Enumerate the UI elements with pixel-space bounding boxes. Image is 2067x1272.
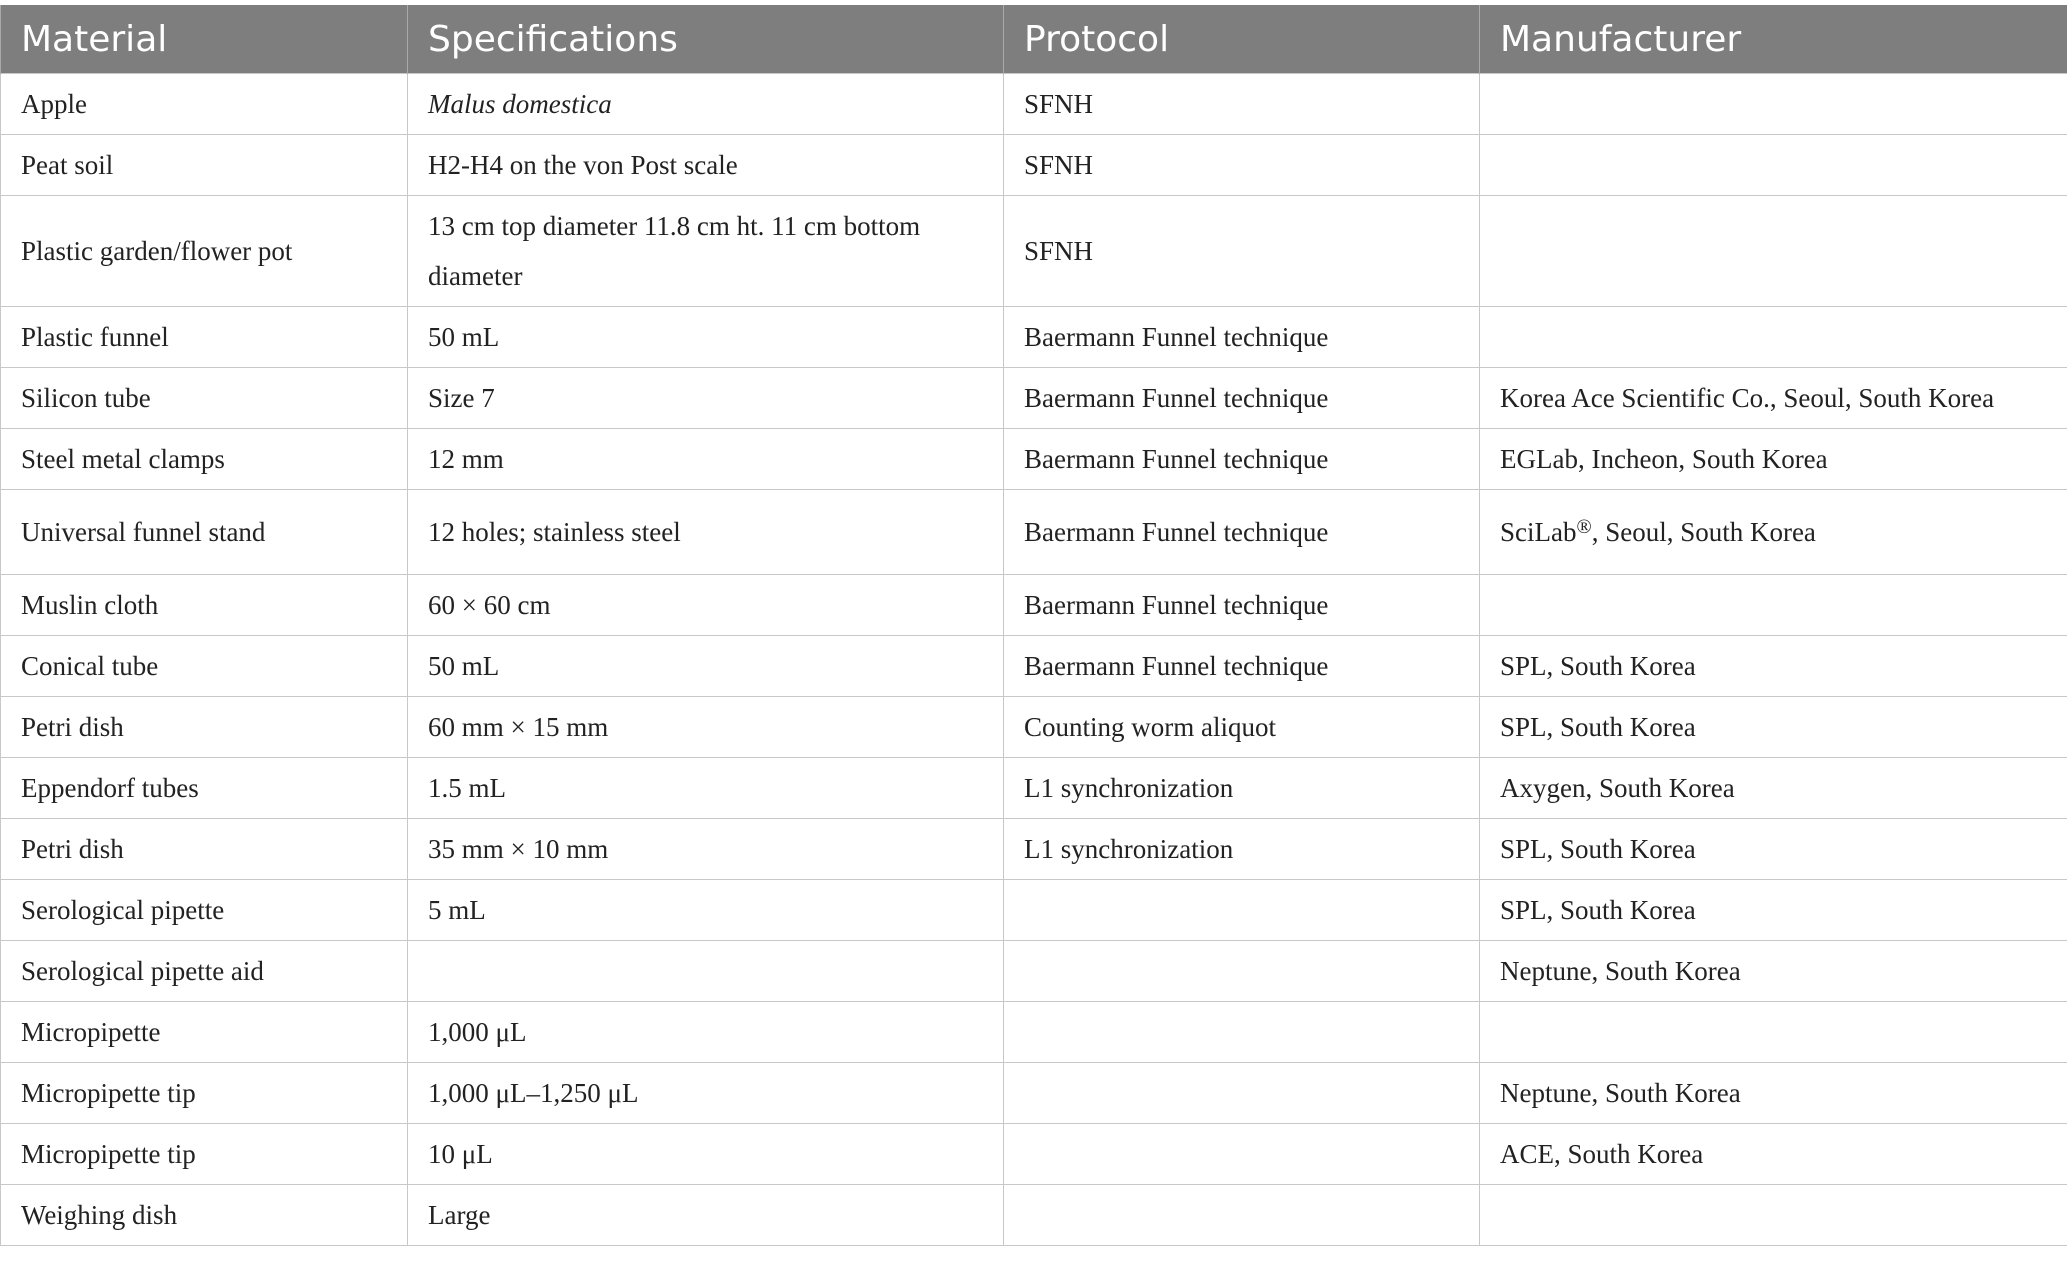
cell-protocol [1004,1185,1480,1246]
cell-material: Micropipette [1,1002,408,1063]
cell-specifications: H2-H4 on the von Post scale [408,135,1004,196]
cell-material: Plastic garden/flower pot [1,196,408,307]
cell-specifications: 50 mL [408,636,1004,697]
cell-manufacturer: Neptune, South Korea [1480,941,2067,1002]
cell-specifications: 1,000 μL–1,250 μL [408,1063,1004,1124]
cell-manufacturer [1480,196,2067,307]
cell-protocol: Baermann Funnel technique [1004,636,1480,697]
table-row [1,429,2067,490]
cell-protocol: SFNH [1004,196,1480,307]
materials-table [0,5,2067,1246]
cell-specifications: 12 holes; stainless steel [408,490,1004,575]
table-row [1,941,2067,1002]
header-manufacturer: Manufacturer [1480,5,2067,74]
cell-specifications: 13 cm top diameter 11.8 cm ht. 11 cm bottom diameter [408,196,1004,307]
cell-specifications: 12 mm [408,429,1004,490]
cell-specifications: 5 mL [408,880,1004,941]
cell-material: Conical tube [1,636,408,697]
table-row [1,196,2067,307]
header-protocol: Protocol [1004,5,1480,74]
cell-manufacturer: Neptune, South Korea [1480,1063,2067,1124]
table-row [1,135,2067,196]
registered-mark: ® [1576,516,1592,538]
table-row [1,819,2067,880]
table-row [1,758,2067,819]
manufacturer-name: SciLab [1500,517,1577,547]
cell-protocol: L1 synchronization [1004,819,1480,880]
cell-specifications [408,941,1004,1002]
cell-manufacturer [1480,1185,2067,1246]
cell-material: Serological pipette aid [1,941,408,1002]
cell-material: Silicon tube [1,368,408,429]
table-row [1,636,2067,697]
table-row [1,74,2067,135]
cell-material: Eppendorf tubes [1,758,408,819]
cell-protocol [1004,1002,1480,1063]
table-row [1,368,2067,429]
cell-manufacturer: EGLab, Incheon, South Korea [1480,429,2067,490]
cell-specifications: 60 mm × 15 mm [408,697,1004,758]
cell-specifications: 10 μL [408,1124,1004,1185]
header-material: Material [1,5,408,74]
cell-manufacturer: SPL, South Korea [1480,880,2067,941]
cell-material: Steel metal clamps [1,429,408,490]
cell-manufacturer: ACE, South Korea [1480,1124,2067,1185]
cell-specifications: Malus domestica [408,74,1004,135]
table-row [1,1002,2067,1063]
table-row [1,697,2067,758]
table-row [1,1124,2067,1185]
cell-material: Weighing dish [1,1185,408,1246]
cell-material: Peat soil [1,135,408,196]
cell-protocol: SFNH [1004,135,1480,196]
cell-specifications: 50 mL [408,307,1004,368]
cell-manufacturer [1480,135,2067,196]
cell-specifications: 1,000 μL [408,1002,1004,1063]
manufacturer-location: , Seoul, South Korea [1591,517,1816,547]
cell-material: Muslin cloth [1,575,408,636]
table-row [1,880,2067,941]
cell-protocol: Baermann Funnel technique [1004,429,1480,490]
cell-specifications: 35 mm × 10 mm [408,819,1004,880]
table-row [1,307,2067,368]
cell-manufacturer: Axygen, South Korea [1480,758,2067,819]
cell-material: Plastic funnel [1,307,408,368]
cell-manufacturer: SPL, South Korea [1480,697,2067,758]
cell-protocol [1004,1063,1480,1124]
cell-manufacturer [1480,575,2067,636]
table-row [1,575,2067,636]
cell-specifications: Large [408,1185,1004,1246]
cell-protocol: Baermann Funnel technique [1004,307,1480,368]
cell-protocol: Counting worm aliquot [1004,697,1480,758]
table-header-row [1,5,2067,74]
table-row [1,1063,2067,1124]
cell-manufacturer [1480,74,2067,135]
cell-protocol: L1 synchronization [1004,758,1480,819]
cell-specifications: 60 × 60 cm [408,575,1004,636]
cell-specifications: Size 7 [408,368,1004,429]
cell-protocol [1004,880,1480,941]
cell-protocol: Baermann Funnel technique [1004,575,1480,636]
cell-manufacturer [1480,490,2067,575]
cell-protocol: Baermann Funnel technique [1004,490,1480,575]
cell-material: Micropipette tip [1,1063,408,1124]
table-row [1,1185,2067,1246]
cell-protocol: SFNH [1004,74,1480,135]
cell-material: Petri dish [1,697,408,758]
cell-specifications: 1.5 mL [408,758,1004,819]
cell-material: Apple [1,74,408,135]
cell-manufacturer: SPL, South Korea [1480,636,2067,697]
cell-material: Micropipette tip [1,1124,408,1185]
cell-material: Petri dish [1,819,408,880]
table-row [1,490,2067,575]
cell-manufacturer [1480,307,2067,368]
cell-protocol [1004,1124,1480,1185]
cell-manufacturer: Korea Ace Scientific Co., Seoul, South Korea [1480,368,2067,429]
cell-manufacturer: SPL, South Korea [1480,819,2067,880]
cell-material: Universal funnel stand [1,490,408,575]
cell-material: Serological pipette [1,880,408,941]
cell-manufacturer [1480,1002,2067,1063]
cell-protocol: Baermann Funnel technique [1004,368,1480,429]
cell-protocol [1004,941,1480,1002]
header-specifications: Specifications [408,5,1004,74]
